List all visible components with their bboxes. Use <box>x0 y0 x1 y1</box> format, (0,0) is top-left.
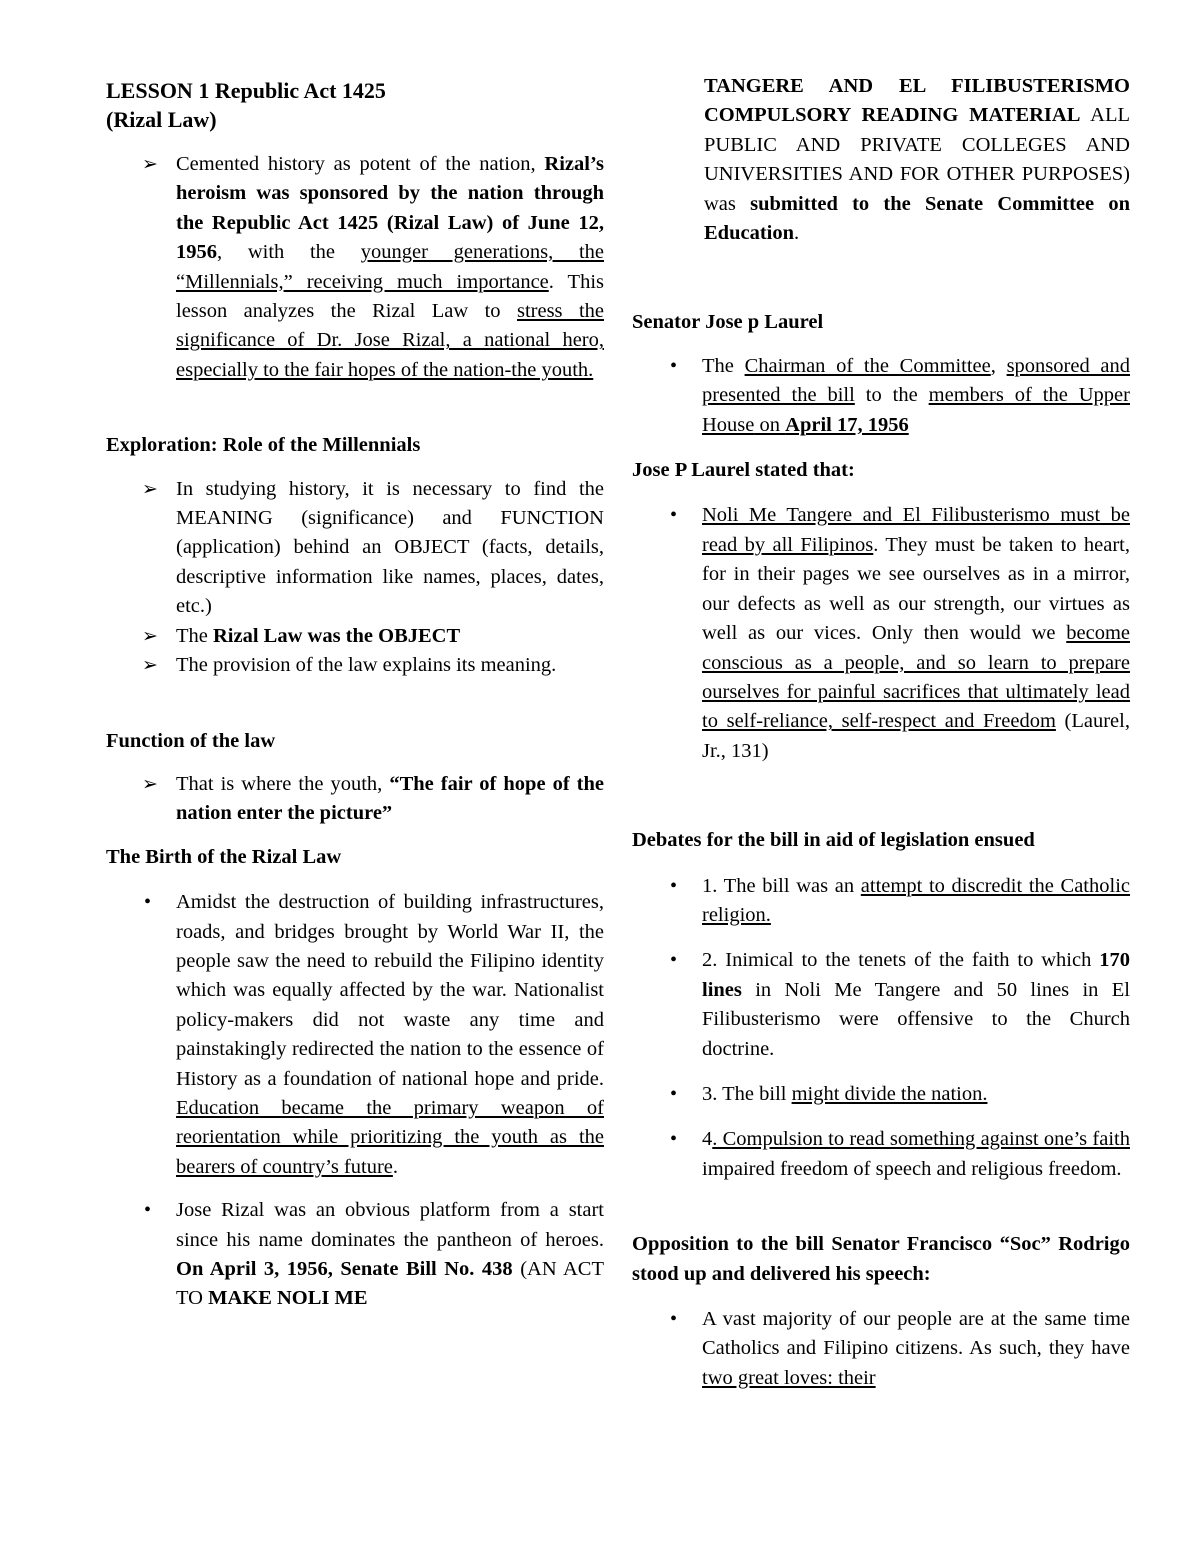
arrow-bullet-icon: ➢ <box>142 655 158 677</box>
birth-heading: The Birth of the Rizal Law <box>106 845 342 868</box>
intro-item: ➢ Cemented history as potent of the nation, Rizal’s heroism was sponsored by the nation through the Republic Act 1425 (Rizal Law) of June 12, 1956, with the younger generations, the “Millennials,” receiving much importance. This lesson analyzes the Rizal Law to stress the significance of Dr. Jose Rizal, a national hero, especially to the fair hopes of the nation-the youth. <box>106 150 604 385</box>
function-heading: Function of the law <box>106 729 276 752</box>
laurel-heading: Senator Jose p Laurel <box>632 311 824 334</box>
birth-item-2: • Jose Rizal was an obvious platform from a start since his name dominates the pantheon of heroes. On April 3, 1956, Senate Bill No. 438 (AN ACT TO MAKE NOLI ME <box>106 1196 604 1314</box>
right-column <box>632 72 1130 1393</box>
debate-item-2: • 2. Inimical to the tenets of the faith to which 170 lines in Noli Me Tangere and 50 lines in El Filibusterismo were offensive to the Church doctrine. <box>632 946 1130 1064</box>
opposition-item: • A vast majority of our people are at the same time Catholics and Filipino citizens. As such, they have two great loves: their <box>632 1305 1130 1393</box>
bullet-icon: • <box>670 504 678 527</box>
exploration-item-1: ➢ In studying history, it is necessary to find the MEANING (significance) and FUNCTION (application) behind an OBJECT (facts, details, descriptive information like names, places, dates, etc.) <box>106 475 604 622</box>
exploration-item-object: ➢ The Rizal Law was the OBJECT <box>106 622 604 651</box>
bullet-icon: • <box>670 874 678 897</box>
function-item: ➢ That is where the youth, “The fair of hope of the nation enter the picture” <box>106 770 604 829</box>
debate-item-1: • 1. The bill was an attempt to discredit the Catholic religion. <box>632 872 1130 931</box>
birth-item-1: • Amidst the destruction of building infrastructures, roads, and bridges brought by World War II, the people saw the need to rebuild the Filipino identity which was equally affected by the war. Nationalist policy-makers did not waste any time and painstakingly redirected the nation to the essence of History as a foundation of national hope and pride. Education became the primary weapon of reorientation while prioritizing the youth as the bearers of country’s future. <box>106 888 604 1182</box>
left-column <box>106 72 604 1314</box>
lesson-title: LESSON 1 Republic Act 1425 <box>106 78 386 103</box>
laurel-stated-heading: Jose P Laurel stated that: <box>632 459 855 482</box>
debates-heading: Debates for the bill in aid of legislation ensued <box>632 829 1035 852</box>
bullet-icon: • <box>670 1308 678 1330</box>
opposition-heading: Opposition to the bill Senator Francisco “Soc” Rodrigo stood up and delivered his speech: <box>632 1233 1130 1285</box>
bullet-icon: • <box>670 1082 678 1105</box>
exploration-heading: Exploration: Role of the Millennials <box>106 434 421 457</box>
laurel-item: • The Chairman of the Committee, sponsored and presented the bill to the members of the Upper House on April 17, 1956 <box>632 352 1130 440</box>
debate-item-3: • 3. The bill might divide the nation. <box>632 1080 1130 1109</box>
bullet-icon: • <box>670 949 678 972</box>
bullet-icon: • <box>670 1128 678 1151</box>
exploration-item-2: ➢ The provision of the law explains its meaning. <box>106 651 604 680</box>
lesson-subtitle: (Rizal Law) <box>106 107 217 132</box>
bill-continuation: TANGERE AND EL FILIBUSTERISMO COMPULSORY READING MATERIAL ALL PUBLIC AND PRIVATE COLLEGES AND UNIVERSITIES AND FOR OTHER PURPOSES) was submitted to the Senate Committee on Education. <box>704 75 1130 245</box>
arrow-bullet-icon: ➢ <box>142 154 158 175</box>
arrow-bullet-icon: ➢ <box>142 625 158 647</box>
arrow-bullet-icon: ➢ <box>142 478 158 500</box>
bullet-icon: • <box>144 1199 152 1222</box>
bullet-icon: • <box>144 891 152 914</box>
laurel-quote-item: • Noli Me Tangere and El Filibusterismo must be read by all Filipinos. They must be taken to heart, for in their pages we see ourselves as in a mirror, our defects as well as our strength, our virtues as well as our vices. Only then would we become conscious as a people, and so learn to prepare ourselves for painful sacrifices that ultimately lead to self-reliance, self-respect and Freedom (Laurel, Jr., 131) <box>632 501 1130 766</box>
debate-item-4: • 4. Compulsion to read something against one’s faith impaired freedom of speech and religious freedom. <box>632 1125 1130 1184</box>
arrow-bullet-icon: ➢ <box>142 773 158 795</box>
bullet-icon: • <box>670 354 678 377</box>
